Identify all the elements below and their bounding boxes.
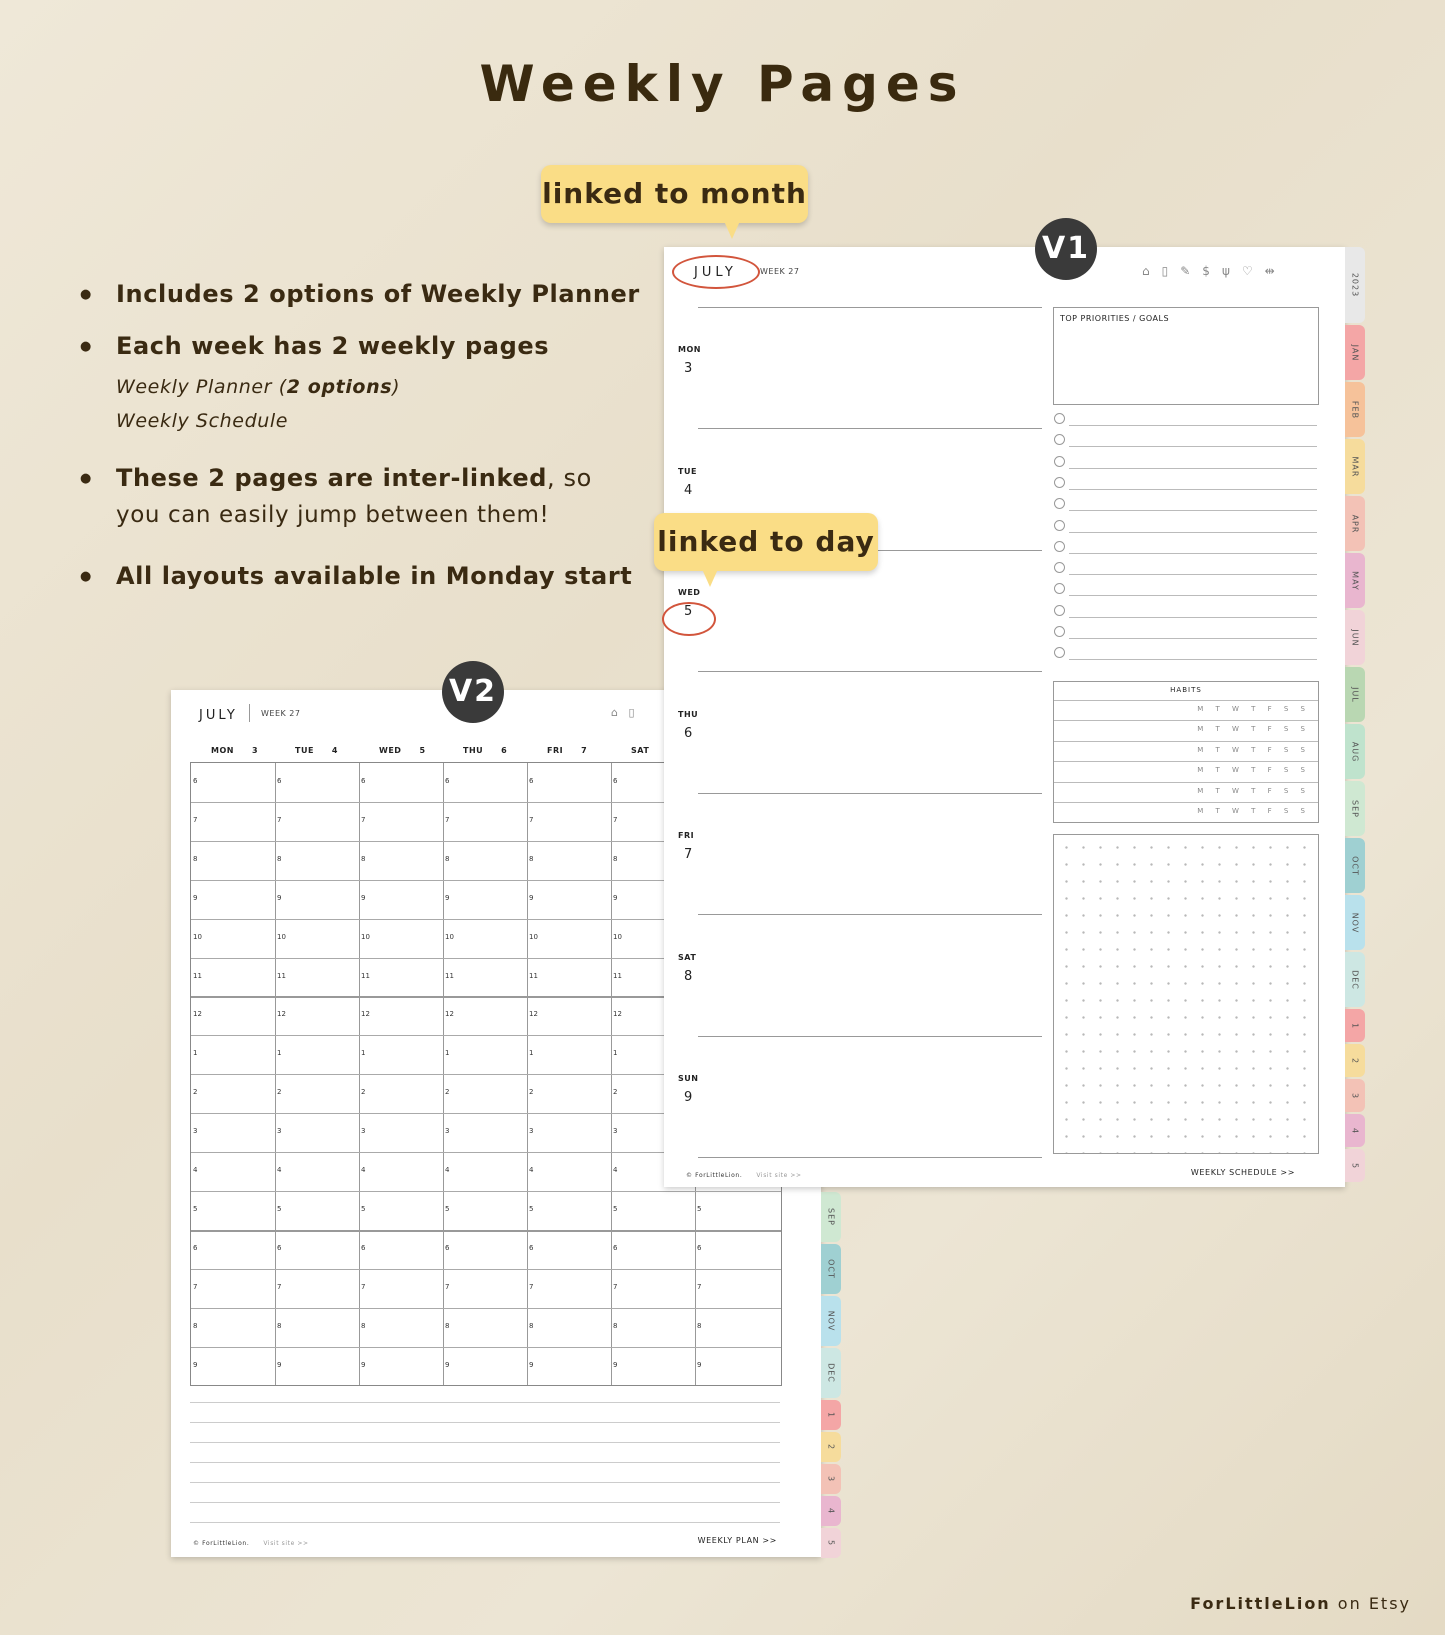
hour-label: 11 — [277, 971, 286, 980]
note-line — [190, 1462, 780, 1463]
week-label: WEEK 27 — [261, 709, 301, 718]
hour-label: 12 — [361, 1010, 370, 1019]
hour-label: 10 — [445, 932, 454, 941]
grid-row — [191, 1269, 781, 1270]
todo-checkbox[interactable] — [1054, 647, 1065, 658]
todo-line — [1069, 574, 1317, 575]
brand-credit: ForLittleLion on Etsy — [1190, 1594, 1411, 1613]
todo-line — [1069, 446, 1317, 447]
tab-4[interactable]: 4 — [1345, 1114, 1365, 1147]
hour-label: 10 — [361, 932, 370, 941]
month-link[interactable]: JULY — [694, 265, 737, 280]
day-highlight-circle — [662, 602, 716, 636]
week-label: WEEK 27 — [760, 267, 800, 276]
tab-jul[interactable]: JUL — [1345, 667, 1365, 722]
hour-label: 9 — [193, 1360, 198, 1369]
hour-label: 8 — [277, 854, 282, 863]
day-link[interactable]: 8 — [684, 968, 693, 984]
hour-label: 7 — [277, 815, 282, 824]
hour-label: 4 — [277, 1166, 282, 1174]
hour-label: 5 — [697, 1204, 702, 1213]
habit-row-line — [1054, 700, 1318, 701]
tab-apr[interactable]: APR — [1345, 496, 1365, 551]
hour-label: 2 — [445, 1088, 450, 1097]
page-icon[interactable]: ▯ — [1161, 264, 1181, 278]
tab-nov[interactable]: NOV — [821, 1296, 841, 1346]
hour-label: 5 — [445, 1204, 450, 1213]
hour-label: 9 — [445, 1360, 450, 1369]
tab-dec[interactable]: DEC — [1345, 952, 1365, 1007]
month-highlight-circle — [672, 255, 760, 289]
note-line — [190, 1402, 780, 1403]
v1-badge: V1 — [1035, 218, 1097, 280]
linked-to-day-callout: linked to day — [654, 513, 878, 571]
hour-label: 2 — [361, 1088, 366, 1097]
fork-icon[interactable]: ψ — [1221, 264, 1242, 278]
heart-icon[interactable]: ♡ — [1241, 264, 1265, 278]
hour-label: 6 — [445, 1243, 450, 1252]
tab-2[interactable]: 2 — [1345, 1044, 1365, 1077]
hour-label: 12 — [445, 1010, 454, 1019]
hour-label: 1 — [613, 1049, 618, 1058]
hour-label: 2 — [613, 1088, 618, 1097]
day-name: WED — [678, 588, 701, 597]
tab-oct[interactable]: OCT — [1345, 838, 1365, 893]
todo-checkbox[interactable] — [1054, 520, 1065, 531]
day-divider — [698, 428, 1042, 429]
habit-row[interactable]: M T W T F S S — [1197, 766, 1310, 775]
hour-label: 10 — [529, 932, 538, 941]
bullet-continuation: you can easily jump between them! — [116, 502, 550, 528]
hour-label: 9 — [613, 1360, 618, 1369]
day-header-fri[interactable]: FRI 7 — [547, 746, 588, 755]
footer-brand: © ForLittleLion. Visit site >> — [193, 1540, 309, 1547]
hour-label: 1 — [277, 1049, 282, 1058]
tab-feb[interactable]: FEB — [1345, 382, 1365, 437]
tab-sep[interactable]: SEP — [821, 1192, 841, 1242]
hour-label: 7 — [277, 1282, 282, 1291]
hour-label: 9 — [697, 1360, 702, 1369]
hour-label: 7 — [445, 1282, 450, 1291]
page-title: Weekly Pages — [479, 55, 966, 113]
hour-label: 8 — [361, 854, 366, 863]
habits-box: HABITS M T W T F S S M T W T F S S M T W T F S S M T W T F S S M T W T F S S M T W T F S S — [1053, 681, 1319, 823]
tab-aug[interactable]: AUG — [1345, 724, 1365, 779]
day-name: TUE — [678, 466, 697, 476]
note-line — [190, 1422, 780, 1423]
hour-label: 9 — [529, 893, 534, 902]
day-header-mon[interactable]: MON 3 — [211, 746, 259, 755]
hour-label: 8 — [529, 854, 534, 863]
hour-label: 9 — [613, 893, 618, 902]
hour-label: 9 — [445, 893, 450, 902]
day-name: SUN — [678, 1074, 699, 1083]
habit-row[interactable]: M T W T F S S — [1197, 725, 1310, 734]
hour-label: 5 — [361, 1204, 366, 1213]
divider — [249, 704, 250, 722]
hour-label: 11 — [613, 971, 622, 980]
tab-jan[interactable]: JAN — [1345, 325, 1365, 380]
tab-2[interactable]: 2 — [821, 1432, 841, 1462]
sub-item-planner: Weekly Planner (2 options) — [116, 376, 401, 398]
nav-icons — [1142, 264, 1287, 278]
day-divider — [698, 793, 1042, 794]
hour-label: 3 — [277, 1127, 282, 1136]
day-name: THU — [678, 709, 699, 719]
todo-checkbox[interactable] — [1054, 541, 1065, 552]
habit-row-line — [1054, 720, 1318, 721]
top-line — [698, 307, 1042, 308]
hour-label: 5 — [529, 1204, 534, 1213]
hour-label: 8 — [277, 1321, 282, 1330]
todo-checkbox[interactable] — [1054, 413, 1065, 424]
hour-label: 12 — [193, 1010, 202, 1019]
priorities-box[interactable]: TOP PRIORITIES / GOALS — [1053, 307, 1319, 405]
tab-sep[interactable]: SEP — [1345, 781, 1365, 836]
hour-label: 6 — [613, 777, 618, 785]
todo-checkbox[interactable] — [1054, 562, 1065, 573]
hour-label: 2 — [529, 1088, 534, 1097]
hour-label: 6 — [277, 1243, 282, 1252]
todo-line — [1069, 510, 1317, 511]
weekly-schedule-link[interactable]: WEEKLY SCHEDULE >> — [1190, 1168, 1295, 1177]
habit-row[interactable]: M T W T F S S — [1197, 807, 1310, 815]
hour-label: 11 — [529, 971, 538, 980]
habit-row-line — [1054, 761, 1318, 762]
grid-row — [191, 1308, 781, 1309]
hour-label: 8 — [361, 1321, 366, 1330]
hour-label: 12 — [277, 1010, 286, 1019]
home-icon[interactable]: ⌂ — [1142, 264, 1162, 278]
hour-label: 1 — [529, 1049, 534, 1058]
hour-label: 6 — [529, 1243, 534, 1252]
tab-may[interactable]: MAY — [1345, 553, 1365, 608]
hour-label: 11 — [445, 971, 454, 980]
dumbbell-icon[interactable]: ⇹ — [1264, 264, 1287, 278]
grid-row — [191, 1347, 781, 1348]
hour-label: 2 — [193, 1088, 198, 1097]
habit-row-line — [1054, 782, 1318, 783]
dot-grid-notes[interactable] — [1053, 834, 1319, 1154]
note-line — [190, 1522, 780, 1523]
todo-line — [1069, 468, 1317, 469]
day-name: FRI — [678, 831, 695, 840]
hour-label: 11 — [193, 971, 202, 980]
note-line — [190, 1442, 780, 1443]
todo-checkbox[interactable] — [1054, 434, 1065, 445]
day-header-tue[interactable]: TUE 4 — [295, 746, 338, 755]
hour-label: 4 — [613, 1166, 618, 1174]
habit-row[interactable]: M T W T F S S — [1197, 786, 1310, 795]
hour-label: 7 — [445, 815, 450, 824]
note-line — [190, 1502, 780, 1503]
hour-label: 7 — [529, 815, 534, 824]
hour-label: 1 — [361, 1049, 366, 1058]
hour-label: 7 — [697, 1282, 702, 1291]
hour-label: 10 — [277, 932, 286, 941]
hour-label: 7 — [193, 1282, 198, 1291]
page-icon[interactable]: ▯ — [628, 706, 635, 719]
hour-label: 5 — [613, 1204, 618, 1213]
hour-label: 10 — [613, 932, 622, 941]
note-line — [190, 1482, 780, 1483]
hour-label: 9 — [277, 893, 282, 902]
todo-line — [1069, 638, 1317, 639]
day-link[interactable]: 6 — [684, 725, 693, 741]
dollar-icon[interactable]: $ — [1202, 264, 1222, 278]
hour-label: 1 — [193, 1049, 198, 1058]
nav-icons — [611, 706, 635, 719]
tab-4[interactable]: 4 — [821, 1496, 841, 1526]
todo-checkbox[interactable] — [1054, 626, 1065, 637]
todo-line — [1069, 489, 1317, 490]
hour-label: 5 — [193, 1204, 198, 1213]
hour-label: 9 — [277, 1360, 282, 1369]
hour-label: 1 — [445, 1049, 450, 1058]
hour-label: 6 — [361, 777, 366, 785]
hour-label: 6 — [277, 777, 282, 785]
hour-label: 4 — [361, 1166, 366, 1174]
pencil-icon[interactable]: ✎ — [1180, 264, 1203, 278]
todo-checkbox[interactable] — [1054, 498, 1065, 509]
hour-label: 9 — [529, 1360, 534, 1369]
hour-label: 9 — [361, 893, 366, 902]
day-divider — [698, 671, 1042, 672]
hour-label: 7 — [613, 815, 618, 824]
hour-label: 8 — [529, 1321, 534, 1330]
footer-brand: © ForLittleLion. Visit site >> — [686, 1172, 802, 1179]
tab-2023[interactable]: 2023 — [1345, 247, 1365, 323]
todo-line — [1069, 617, 1317, 618]
grid-row — [191, 1191, 781, 1192]
hour-label: 7 — [361, 815, 366, 824]
day-link[interactable]: 7 — [684, 847, 693, 862]
todo-checkbox[interactable] — [1054, 477, 1065, 488]
hour-label: 8 — [193, 854, 198, 863]
grid-row — [191, 1230, 781, 1232]
tab-3[interactable]: 3 — [821, 1464, 841, 1494]
tab-3[interactable]: 3 — [1345, 1079, 1365, 1112]
tab-5[interactable]: 5 — [1345, 1149, 1365, 1182]
hour-label: 11 — [361, 971, 370, 980]
hour-label: 8 — [613, 1321, 618, 1330]
tab-dec[interactable]: DEC — [821, 1348, 841, 1398]
todo-line — [1069, 595, 1317, 596]
hour-label: 8 — [697, 1321, 702, 1330]
habit-row[interactable]: M T W T F S S — [1197, 705, 1310, 713]
weekly-schedule-page-v1 — [664, 247, 1360, 1187]
todo-checkbox[interactable] — [1054, 605, 1065, 616]
month-link[interactable]: JULY — [199, 708, 238, 723]
habit-row[interactable]: M T W T F S S — [1197, 745, 1310, 754]
todo-line — [1069, 532, 1317, 533]
hour-label: 8 — [193, 1321, 198, 1330]
visit-site-link[interactable]: Visit site >> — [756, 1172, 802, 1179]
day-link[interactable]: 3 — [684, 361, 693, 376]
hour-label: 8 — [445, 854, 450, 863]
hour-label: 3 — [361, 1127, 366, 1136]
hour-label: 6 — [361, 1243, 366, 1252]
tab-mar[interactable]: MAR — [1345, 439, 1365, 494]
hour-label: 3 — [613, 1127, 618, 1136]
hour-label: 9 — [361, 1360, 366, 1369]
day-name: SAT — [678, 952, 697, 962]
home-icon[interactable]: ⌂ — [611, 706, 618, 719]
habit-row-line — [1054, 802, 1318, 803]
day-link[interactable]: 4 — [684, 482, 693, 498]
tab-1[interactable]: 1 — [821, 1400, 841, 1430]
hour-label: 12 — [613, 1010, 622, 1019]
day-name: MON — [678, 345, 701, 354]
hour-label: 6 — [697, 1243, 702, 1252]
tab-5[interactable]: 5 — [821, 1528, 841, 1558]
day-divider — [698, 1157, 1042, 1158]
weekly-plan-link[interactable]: WEEKLY PLAN >> — [697, 1536, 777, 1545]
hour-label: 10 — [193, 932, 202, 941]
hour-label: 12 — [529, 1010, 538, 1019]
hour-label: 7 — [361, 1282, 366, 1291]
hour-label: 6 — [445, 777, 450, 785]
todo-line — [1069, 659, 1317, 660]
sub-item-schedule: Weekly Schedule — [116, 410, 289, 432]
day-link[interactable]: 9 — [684, 1090, 693, 1105]
todo-checkbox[interactable] — [1054, 456, 1065, 467]
day-header-sat[interactable]: SAT — [631, 746, 650, 755]
hour-label: 9 — [193, 893, 198, 902]
visit-site-link[interactable]: Visit site >> — [263, 1540, 309, 1547]
hour-label: 8 — [613, 854, 618, 863]
linked-to-month-callout: linked to month — [541, 165, 808, 223]
hour-label: 4 — [445, 1166, 450, 1174]
hour-label: 6 — [193, 777, 198, 785]
tab-jun[interactable]: JUN — [1345, 610, 1365, 665]
day-header-wed[interactable]: WED 5 — [379, 746, 426, 755]
hour-label: 3 — [193, 1127, 198, 1136]
todo-line — [1069, 425, 1317, 426]
hour-label: 7 — [613, 1282, 618, 1291]
day-header-thu[interactable]: THU 6 — [463, 746, 508, 755]
v2-badge: V2 — [442, 661, 504, 723]
day-divider — [698, 914, 1042, 915]
hour-label: 5 — [277, 1204, 282, 1213]
tab-oct[interactable]: OCT — [821, 1244, 841, 1294]
hour-label: 6 — [613, 1243, 618, 1252]
todo-checkbox[interactable] — [1054, 583, 1065, 594]
hour-label: 4 — [529, 1166, 534, 1174]
habit-row-line — [1054, 741, 1318, 742]
hour-label: 7 — [193, 815, 198, 824]
hour-label: 6 — [193, 1243, 198, 1252]
hour-label: 3 — [529, 1127, 534, 1136]
tab-1[interactable]: 1 — [1345, 1009, 1365, 1042]
hour-label: 4 — [193, 1166, 198, 1174]
hour-label: 6 — [529, 777, 534, 785]
hour-label: 8 — [445, 1321, 450, 1330]
todo-line — [1069, 553, 1317, 554]
hour-label: 2 — [277, 1088, 282, 1097]
day-divider — [698, 1036, 1042, 1037]
day-link[interactable]: 5 — [684, 604, 693, 619]
tab-nov[interactable]: NOV — [1345, 895, 1365, 950]
hour-label: 3 — [445, 1127, 450, 1136]
hour-label: 7 — [529, 1282, 534, 1291]
